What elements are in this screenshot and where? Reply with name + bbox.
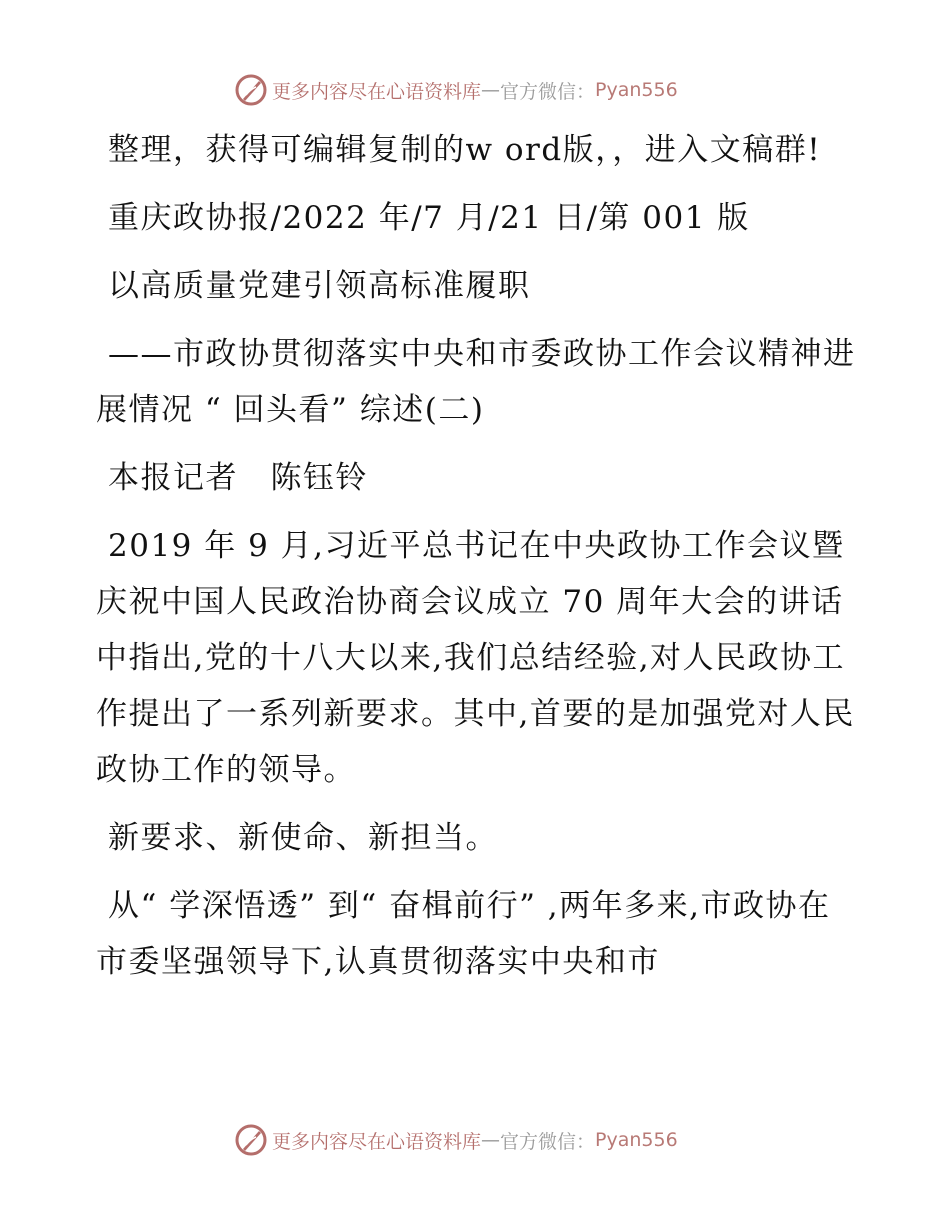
separator-dash: — bbox=[481, 1129, 501, 1151]
body-paragraph-2: 新要求、新使命、新担当。 bbox=[108, 820, 498, 856]
brand-text: 更多内容尽在心语资料库 bbox=[272, 80, 482, 103]
body-paragraph-1: 2019 年 9 月,习近平总书记在中央政协工作会议暨庆祝中国人民政治协商会议成立 70 周年大会的讲话中指出,党的十八大以来,我们总结经验,对人民政协工作提出了一系列新要求。其中,首要的是加强党对人民政协工作的领导。 bbox=[96, 528, 855, 788]
header-watermark-banner bbox=[234, 72, 678, 108]
body-paragraph-3: 从“ 学深悟透” 到“ 奋楫前行” ,两年多来,市政协在市委坚强领导下,认真贯彻落实中央和市 bbox=[96, 888, 831, 980]
intro-paragraph: 整理，获得可编辑复制的w ord版，，进入文稿群! bbox=[108, 132, 822, 168]
wechat-id: Pyan556 bbox=[595, 1129, 678, 1151]
document-body bbox=[96, 122, 856, 1002]
official-wechat-label: 官方微信： bbox=[500, 1130, 596, 1153]
brand-text: 更多内容尽在心语资料库 bbox=[272, 1130, 482, 1153]
article-subtitle: ——市政协贯彻落实中央和市委政协工作会议精神进展情况 “ 回头看” 综述(二) bbox=[96, 336, 856, 428]
article-title: 以高质量党建引领高标准履职 bbox=[108, 268, 531, 304]
footer-watermark-banner bbox=[234, 1122, 678, 1158]
wechat-id: Pyan556 bbox=[595, 79, 678, 101]
byline: 本报记者 陈钰铃 bbox=[108, 460, 368, 496]
separator-dash: — bbox=[481, 79, 501, 101]
quill-pen-seal-icon bbox=[234, 1123, 268, 1157]
source-line: 重庆政协报/2022 年/7 月/21 日/第 001 版 bbox=[108, 200, 750, 236]
official-wechat-label: 官方微信： bbox=[500, 80, 596, 103]
quill-pen-seal-icon bbox=[234, 73, 268, 107]
